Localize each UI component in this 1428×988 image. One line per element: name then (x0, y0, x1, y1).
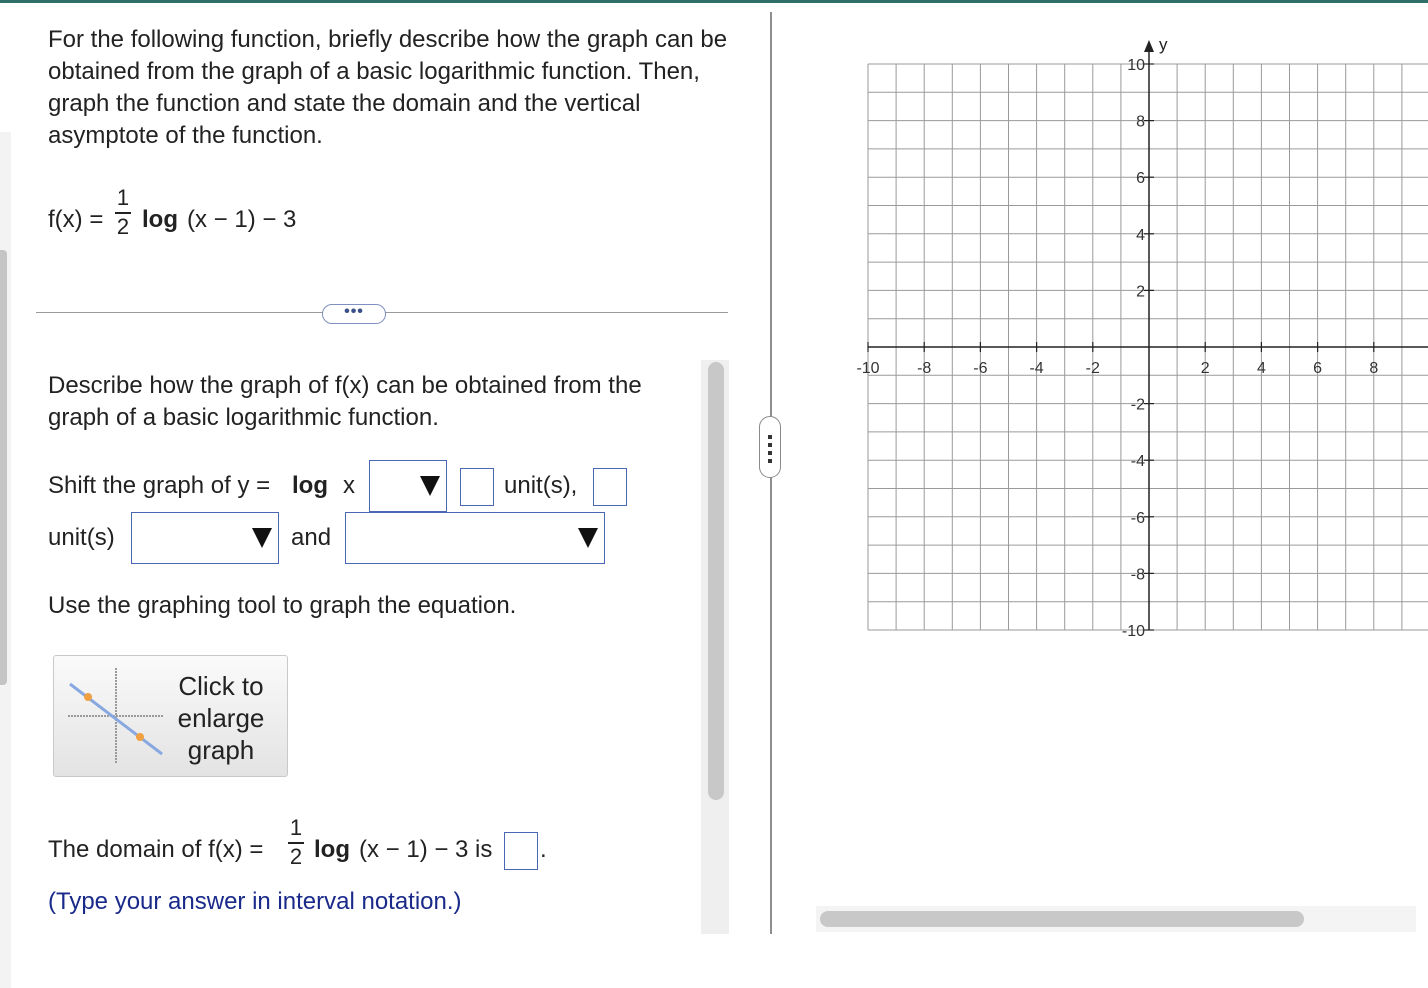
y-tick-label: -8 (1130, 566, 1145, 584)
function-fraction (114, 186, 132, 239)
x-tick-label: -8 (917, 360, 932, 377)
expand-more-button[interactable]: ••• (322, 304, 386, 324)
y-tick-label: 2 (1136, 283, 1145, 301)
frac-denominator: 2 (116, 214, 130, 239)
shift-prefix: Shift the graph of y = (48, 472, 271, 499)
y-tick-label: -10 (1121, 623, 1145, 640)
graph-thumbnail-icon (64, 664, 168, 768)
x-tick-label: 4 (1256, 360, 1266, 377)
domain-log: log (314, 836, 350, 863)
units-label-1: unit(s), (504, 472, 578, 499)
enlarge-graph-label: Click to enlarge graph (177, 671, 265, 765)
domain-prefix: The domain of f(x) = (48, 836, 264, 863)
shift-direction-dropdown-1[interactable] (369, 460, 447, 512)
left-scrollbar[interactable] (0, 250, 7, 685)
question-scrollbar[interactable] (708, 362, 724, 800)
domain-suffix: (x − 1) − 3 is (359, 836, 493, 863)
y-tick-label: -2 (1130, 396, 1145, 414)
shift-amount-input-2[interactable] (593, 468, 627, 506)
problem-prompt: For the following function, briefly describe how the graph can be obtained from the graph of a basic logarithmic function. Then, graph the function and state the domain and the vertical asymptote of the function. (48, 26, 728, 149)
y-tick-label: 8 (1136, 113, 1145, 131)
coordinate-graph[interactable] (840, 28, 1428, 648)
x-tick-label: 2 (1200, 360, 1210, 377)
x-tick-label: -6 (973, 360, 988, 377)
units-label-2: unit(s) (48, 524, 115, 551)
x-tick-label: -4 (1029, 360, 1044, 377)
shift-log: log (292, 472, 328, 499)
graph-instruction: Use the graphing tool to graph the equation. (48, 592, 517, 619)
describe-prompt: Describe how the graph of f(x) can be obtained from the graph of a basic logarithmic function. (48, 372, 642, 431)
shift-direction-dropdown-2[interactable] (131, 512, 279, 564)
domain-answer-input[interactable] (504, 832, 538, 870)
interval-note: (Type your answer in interval notation.) (48, 888, 462, 915)
dropdown-arrow-icon (578, 528, 598, 548)
shift-x: x (343, 472, 355, 499)
y-tick-label: 6 (1136, 170, 1145, 188)
func-suffix: (x − 1) − 3 (187, 206, 297, 233)
shift-amount-input-1[interactable] (460, 468, 494, 506)
x-tick-label: 8 (1369, 360, 1379, 377)
y-axis-arrow-icon (1144, 40, 1154, 52)
pane-resize-handle[interactable] (759, 416, 781, 478)
enlarge-graph-button[interactable] (53, 655, 288, 777)
func-log: log (142, 206, 178, 233)
and-label: and (291, 524, 332, 551)
y-tick-label: -4 (1130, 453, 1145, 471)
domain-period: . (540, 836, 547, 863)
frac-numerator: 1 (116, 185, 130, 210)
domain-fraction (287, 816, 305, 869)
x-tick-label: 6 (1313, 360, 1323, 377)
y-tick-label: -6 (1130, 509, 1145, 527)
dropdown-arrow-icon (252, 528, 272, 548)
transformation-dropdown[interactable] (345, 512, 605, 564)
func-prefix: f(x) = (48, 206, 104, 233)
x-tick-label: -2 (1085, 360, 1100, 377)
y-tick-label: 4 (1136, 226, 1145, 244)
dropdown-arrow-icon (420, 476, 440, 496)
y-axis-label: y (1159, 35, 1168, 54)
y-tick-label: 10 (1127, 57, 1145, 74)
domain-frac-denominator: 2 (289, 844, 303, 869)
top-accent-bar (0, 0, 1428, 3)
domain-frac-numerator: 1 (289, 815, 303, 840)
graph-horizontal-scrollbar[interactable] (820, 911, 1304, 927)
x-tick-label: -10 (856, 360, 880, 377)
